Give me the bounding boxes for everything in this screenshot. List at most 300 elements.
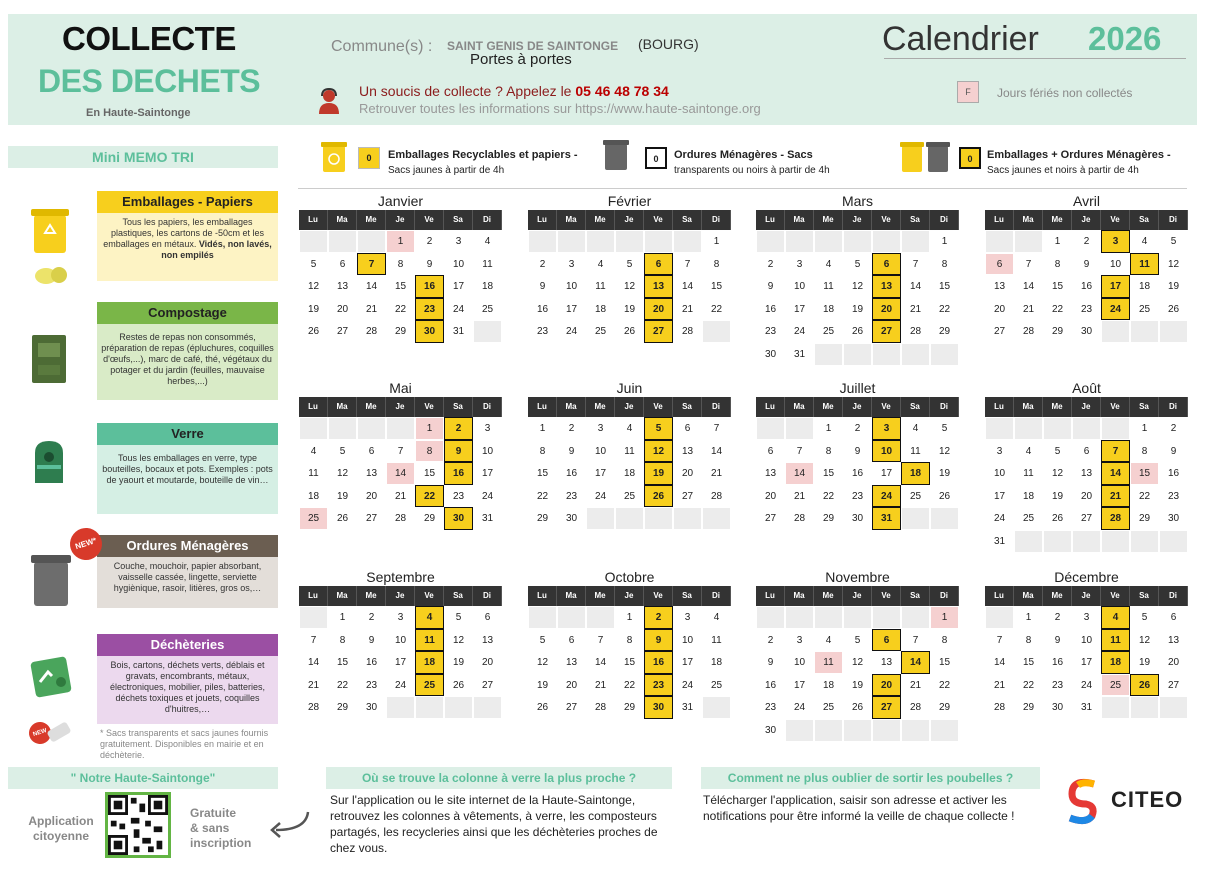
day-cell: 7 bbox=[901, 629, 930, 652]
day-cell: 25 bbox=[1014, 507, 1043, 530]
day-cell: 15 bbox=[528, 462, 557, 485]
day-cell: 25 bbox=[586, 320, 615, 343]
day-cell: 13 bbox=[756, 462, 785, 485]
collection-day: 16 bbox=[415, 275, 444, 298]
empty-cell bbox=[673, 507, 702, 530]
month-10 bbox=[756, 569, 959, 742]
day-cell: 17 bbox=[1072, 651, 1101, 674]
weekday-header: Lu bbox=[756, 397, 785, 417]
day-cell: 2 bbox=[756, 253, 785, 276]
empty-cell bbox=[299, 230, 328, 253]
day-cell: 2 bbox=[528, 253, 557, 276]
empty-cell bbox=[843, 719, 872, 742]
empty-cell bbox=[528, 606, 557, 629]
day-cell: 12 bbox=[444, 629, 473, 652]
day-cell: 28 bbox=[901, 696, 930, 719]
website-line[interactable]: Retrouver toutes les informations sur https://www.haute-saintonge.org bbox=[359, 101, 761, 116]
day-cell: 25 bbox=[702, 674, 731, 697]
day-cell: 3 bbox=[1072, 606, 1101, 629]
collection-day: 27 bbox=[872, 320, 901, 343]
weekday-header: Di bbox=[930, 210, 959, 230]
empty-cell bbox=[1130, 530, 1159, 553]
empty-cell bbox=[901, 343, 930, 366]
calendar-title: Calendrier bbox=[882, 20, 1039, 58]
day-cell: 7 bbox=[586, 629, 615, 652]
new-badge-small: NEW bbox=[26, 719, 54, 747]
day-cell: 15 bbox=[1043, 275, 1072, 298]
day-cell: 23 bbox=[528, 320, 557, 343]
collection-day: 16 bbox=[444, 462, 473, 485]
day-cell: 15 bbox=[328, 651, 357, 674]
cat-emballages-body: Tous les papiers, les emballages plastiques, les cartons de -50cm et les emballages en métaux. Vidés, non lavés, non empilés bbox=[97, 213, 278, 281]
day-cell: 1 bbox=[930, 230, 959, 253]
collection-day: 31 bbox=[872, 507, 901, 530]
empty-cell bbox=[872, 719, 901, 742]
day-cell: 24 bbox=[1072, 674, 1101, 697]
day-cell: 30 bbox=[843, 507, 872, 530]
empty-cell bbox=[872, 606, 901, 629]
day-cell: 7 bbox=[1014, 253, 1043, 276]
cat-compost-body: Restes de repas non consommés, préparation de repas (épluchures, coquilles d'œufs,...), marc de café, thé, végétaux du potager et du jardin (feuilles, mauvaise herbes,...) bbox=[97, 324, 278, 400]
day-cell: 3 bbox=[985, 440, 1014, 463]
day-cell: 28 bbox=[586, 696, 615, 719]
day-cell: 18 bbox=[299, 485, 328, 508]
holiday-day: 15 bbox=[1130, 462, 1159, 485]
empty-cell bbox=[1014, 530, 1043, 553]
day-cell: 19 bbox=[328, 485, 357, 508]
recyclables-legend-box: 0 bbox=[358, 147, 380, 169]
day-cell: 23 bbox=[843, 485, 872, 508]
empty-cell bbox=[644, 230, 673, 253]
day-cell: 1 bbox=[814, 417, 843, 440]
weekday-header: Ma bbox=[785, 210, 814, 230]
day-cell: 20 bbox=[1072, 485, 1101, 508]
collection-day: 24 bbox=[872, 485, 901, 508]
support-agent-icon bbox=[317, 88, 341, 114]
day-cell: 19 bbox=[299, 298, 328, 321]
month-5 bbox=[528, 380, 731, 530]
day-cell: 8 bbox=[814, 440, 843, 463]
grey-bin-icon bbox=[603, 138, 629, 172]
day-cell: 23 bbox=[756, 696, 785, 719]
day-cell: 19 bbox=[843, 674, 872, 697]
collection-day: 27 bbox=[644, 320, 673, 343]
collection-day: 18 bbox=[1101, 651, 1130, 674]
holiday-legend-label: Jours fériés non collectés bbox=[997, 86, 1133, 100]
weekday-header: Di bbox=[930, 397, 959, 417]
day-cell: 16 bbox=[1072, 275, 1101, 298]
cat-ordures-head: Ordures Ménagères bbox=[97, 535, 278, 557]
collection-day: 20 bbox=[872, 298, 901, 321]
day-cell: 3 bbox=[785, 253, 814, 276]
empty-cell bbox=[1072, 530, 1101, 553]
day-cell: 27 bbox=[1072, 507, 1101, 530]
empty-cell bbox=[785, 230, 814, 253]
day-cell: 22 bbox=[386, 298, 415, 321]
weekday-header: Di bbox=[702, 586, 731, 606]
day-cell: 26 bbox=[1159, 298, 1188, 321]
cat-ordures-body: Couche, mouchoir, papier absorbant, vaisselle cassée, lingette, serviette hygiènique, rasoir, litières, gros os,… bbox=[97, 557, 278, 608]
month-7 bbox=[985, 380, 1188, 553]
day-cell: 1 bbox=[1043, 230, 1072, 253]
day-cell: 30 bbox=[357, 696, 386, 719]
glass-question-title: Où se trouve la colonne à verre la plus proche ? bbox=[326, 767, 672, 789]
day-cell: 28 bbox=[673, 320, 702, 343]
day-cell: 22 bbox=[930, 674, 959, 697]
weekday-header: Me bbox=[1043, 586, 1072, 606]
day-cell: 9 bbox=[843, 440, 872, 463]
weekday-header: Sa bbox=[673, 586, 702, 606]
holiday-day: 1 bbox=[415, 417, 444, 440]
empty-cell bbox=[415, 696, 444, 719]
day-cell: 1 bbox=[615, 606, 644, 629]
empty-cell bbox=[444, 696, 473, 719]
day-cell: 7 bbox=[901, 253, 930, 276]
cat-verre-body: Tous les emballages en verre, type bouteilles, bocaux et pots. Exemples : pots de yaourt et moutarde, bouteille de vin… bbox=[97, 445, 278, 514]
day-cell: 11 bbox=[901, 440, 930, 463]
day-cell: 14 bbox=[702, 440, 731, 463]
day-cell: 10 bbox=[985, 462, 1014, 485]
empty-cell bbox=[756, 417, 785, 440]
day-cell: 28 bbox=[386, 507, 415, 530]
collection-day: 18 bbox=[415, 651, 444, 674]
day-cell: 14 bbox=[985, 651, 1014, 674]
empty-cell bbox=[785, 606, 814, 629]
collection-day: 11 bbox=[415, 629, 444, 652]
weekday-header: Lu bbox=[756, 210, 785, 230]
day-cell: 7 bbox=[785, 440, 814, 463]
day-cell: 14 bbox=[673, 275, 702, 298]
day-cell: 20 bbox=[328, 298, 357, 321]
recycling-bin-icon bbox=[28, 207, 72, 255]
month-grid bbox=[985, 210, 1188, 343]
day-cell: 7 bbox=[299, 629, 328, 652]
weekday-header: Lu bbox=[756, 586, 785, 606]
collection-day: 9 bbox=[644, 629, 673, 652]
empty-cell bbox=[785, 719, 814, 742]
day-cell: 28 bbox=[702, 485, 731, 508]
day-cell: 21 bbox=[702, 462, 731, 485]
day-cell: 5 bbox=[843, 629, 872, 652]
empty-cell bbox=[872, 230, 901, 253]
day-cell: 9 bbox=[1159, 440, 1188, 463]
day-cell: 26 bbox=[1043, 507, 1072, 530]
weekday-header: Ma bbox=[1014, 586, 1043, 606]
day-cell: 21 bbox=[901, 674, 930, 697]
weekday-header: Me bbox=[357, 397, 386, 417]
memo-title: Mini MEMO TRI bbox=[8, 146, 278, 168]
day-cell: 6 bbox=[673, 417, 702, 440]
day-cell: 12 bbox=[1130, 629, 1159, 652]
day-cell: 27 bbox=[357, 507, 386, 530]
empty-cell bbox=[299, 606, 328, 629]
day-cell: 8 bbox=[615, 629, 644, 652]
day-cell: 18 bbox=[473, 275, 502, 298]
day-cell: 21 bbox=[386, 485, 415, 508]
both-bins-icon bbox=[900, 140, 952, 174]
day-cell: 17 bbox=[473, 462, 502, 485]
day-cell: 6 bbox=[328, 253, 357, 276]
day-cell: 12 bbox=[328, 462, 357, 485]
day-cell: 29 bbox=[814, 507, 843, 530]
collection-day: 22 bbox=[415, 485, 444, 508]
holiday-day: 6 bbox=[985, 253, 1014, 276]
empty-cell bbox=[615, 230, 644, 253]
day-cell: 23 bbox=[444, 485, 473, 508]
day-cell: 8 bbox=[702, 253, 731, 276]
weekday-header: Ma bbox=[1014, 210, 1043, 230]
qr-code-icon[interactable] bbox=[105, 792, 171, 858]
day-cell: 19 bbox=[843, 298, 872, 321]
collection-day: 3 bbox=[872, 417, 901, 440]
weekday-header: Ma bbox=[328, 210, 357, 230]
day-cell: 11 bbox=[586, 275, 615, 298]
day-cell: 12 bbox=[528, 651, 557, 674]
day-cell: 4 bbox=[615, 417, 644, 440]
day-cell: 28 bbox=[985, 696, 1014, 719]
day-cell: 6 bbox=[473, 606, 502, 629]
weekday-header: Di bbox=[1159, 210, 1188, 230]
day-cell: 28 bbox=[901, 320, 930, 343]
empty-cell bbox=[702, 696, 731, 719]
empty-cell bbox=[1101, 417, 1130, 440]
day-cell: 10 bbox=[785, 651, 814, 674]
new-badge: NEW* bbox=[66, 524, 106, 564]
reminder-text: Télécharger l'application, saisir son adresse et activer les notifications pour être informé la veille de chaque collecte ! bbox=[703, 793, 1015, 823]
weekday-header: Lu bbox=[299, 210, 328, 230]
day-cell: 4 bbox=[702, 606, 731, 629]
day-cell: 9 bbox=[1043, 629, 1072, 652]
yellow-bin-icon bbox=[321, 140, 347, 174]
day-cell: 4 bbox=[901, 417, 930, 440]
day-cell: 12 bbox=[843, 651, 872, 674]
household-legend-box: 0 bbox=[645, 147, 667, 169]
day-cell: 22 bbox=[702, 298, 731, 321]
weekday-header: Ve bbox=[1101, 210, 1130, 230]
day-cell: 16 bbox=[528, 298, 557, 321]
day-cell: 13 bbox=[557, 651, 586, 674]
empty-cell bbox=[299, 417, 328, 440]
empty-cell bbox=[1072, 417, 1101, 440]
weekday-header: Sa bbox=[673, 210, 702, 230]
weekday-header: Lu bbox=[528, 397, 557, 417]
day-cell: 31 bbox=[673, 696, 702, 719]
recyclables-legend: Emballages Recyclables et papiers - Sacs jaunes à partir de 4h bbox=[388, 149, 578, 176]
day-cell: 28 bbox=[357, 320, 386, 343]
collection-day: 11 bbox=[1101, 629, 1130, 652]
day-cell: 22 bbox=[328, 674, 357, 697]
day-cell: 3 bbox=[673, 606, 702, 629]
month-0 bbox=[299, 193, 502, 343]
day-cell: 2 bbox=[1072, 230, 1101, 253]
day-cell: 2 bbox=[557, 417, 586, 440]
day-cell: 6 bbox=[557, 629, 586, 652]
month-grid bbox=[299, 210, 502, 343]
day-cell: 25 bbox=[814, 696, 843, 719]
empty-cell bbox=[814, 343, 843, 366]
day-cell: 15 bbox=[615, 651, 644, 674]
empty-cell bbox=[586, 230, 615, 253]
day-cell: 27 bbox=[328, 320, 357, 343]
empty-cell bbox=[557, 230, 586, 253]
day-cell: 15 bbox=[415, 462, 444, 485]
month-2 bbox=[756, 193, 959, 366]
cat-compost-head: Compostage bbox=[97, 302, 278, 324]
collection-day: 7 bbox=[1101, 440, 1130, 463]
month-6 bbox=[756, 380, 959, 530]
day-cell: 14 bbox=[901, 275, 930, 298]
day-cell: 25 bbox=[473, 298, 502, 321]
day-cell: 30 bbox=[1159, 507, 1188, 530]
day-cell: 12 bbox=[843, 275, 872, 298]
collection-day: 7 bbox=[357, 253, 386, 276]
day-cell: 27 bbox=[756, 507, 785, 530]
day-cell: 28 bbox=[299, 696, 328, 719]
empty-cell bbox=[1101, 530, 1130, 553]
day-cell: 21 bbox=[357, 298, 386, 321]
day-cell: 24 bbox=[985, 507, 1014, 530]
day-cell: 9 bbox=[357, 629, 386, 652]
month-grid bbox=[985, 586, 1188, 719]
notre-haute-saintonge-title: " Notre Haute-Saintonge" bbox=[8, 767, 278, 789]
haute-saintonge-logo bbox=[1062, 768, 1104, 830]
day-cell: 18 bbox=[814, 298, 843, 321]
day-cell: 29 bbox=[1043, 320, 1072, 343]
holiday-legend-box: F bbox=[957, 81, 979, 103]
weekday-header: Ve bbox=[1101, 586, 1130, 606]
day-cell: 2 bbox=[1043, 606, 1072, 629]
day-cell: 5 bbox=[1130, 606, 1159, 629]
day-cell: 2 bbox=[357, 606, 386, 629]
day-cell: 13 bbox=[673, 440, 702, 463]
cat-verre-head: Verre bbox=[97, 423, 278, 445]
free-label: Gratuite & sans inscription bbox=[190, 806, 252, 850]
empty-cell bbox=[357, 230, 386, 253]
day-cell: 26 bbox=[328, 507, 357, 530]
day-cell: 16 bbox=[756, 298, 785, 321]
empty-cell bbox=[1101, 320, 1130, 343]
day-cell: 11 bbox=[299, 462, 328, 485]
day-cell: 31 bbox=[1072, 696, 1101, 719]
empty-cell bbox=[814, 719, 843, 742]
cat-emballages-head: Emballages - Papiers bbox=[97, 191, 278, 213]
empty-cell bbox=[814, 606, 843, 629]
combined-legend-box: 0 bbox=[959, 147, 981, 169]
weekday-header: Je bbox=[615, 586, 644, 606]
day-cell: 8 bbox=[1130, 440, 1159, 463]
day-cell: 22 bbox=[814, 485, 843, 508]
weekday-header: Me bbox=[814, 210, 843, 230]
day-cell: 16 bbox=[843, 462, 872, 485]
day-cell: 1 bbox=[328, 606, 357, 629]
weekday-header: Ve bbox=[1101, 397, 1130, 417]
day-cell: 13 bbox=[872, 651, 901, 674]
day-cell: 23 bbox=[1043, 674, 1072, 697]
weekday-header: Je bbox=[843, 210, 872, 230]
month-grid bbox=[528, 210, 731, 343]
day-cell: 20 bbox=[756, 485, 785, 508]
reminder-title: Comment ne plus oublier de sortir les poubelles ? bbox=[701, 767, 1040, 789]
support-line: Un soucis de collecte ? Appelez le 05 46 48 78 34 bbox=[359, 83, 669, 99]
day-cell: 26 bbox=[299, 320, 328, 343]
day-cell: 4 bbox=[586, 253, 615, 276]
day-cell: 13 bbox=[357, 462, 386, 485]
day-cell: 15 bbox=[386, 275, 415, 298]
empty-cell bbox=[1014, 417, 1043, 440]
weekday-header: Sa bbox=[901, 397, 930, 417]
month-name: Janvier bbox=[377, 193, 424, 209]
day-cell: 20 bbox=[357, 485, 386, 508]
empty-cell bbox=[586, 606, 615, 629]
empty-cell bbox=[785, 417, 814, 440]
weekday-header: Ve bbox=[415, 210, 444, 230]
day-cell: 26 bbox=[930, 485, 959, 508]
day-cell: 15 bbox=[814, 462, 843, 485]
empty-cell bbox=[901, 507, 930, 530]
weekday-header: Sa bbox=[444, 586, 473, 606]
collection-day: 30 bbox=[415, 320, 444, 343]
day-cell: 21 bbox=[586, 674, 615, 697]
day-cell: 7 bbox=[985, 629, 1014, 652]
weekday-header: Di bbox=[930, 586, 959, 606]
day-cell: 5 bbox=[1043, 440, 1072, 463]
holiday-day: 1 bbox=[930, 606, 959, 629]
day-cell: 26 bbox=[843, 320, 872, 343]
month-4 bbox=[299, 380, 502, 530]
day-cell: 9 bbox=[1072, 253, 1101, 276]
day-cell: 27 bbox=[1159, 674, 1188, 697]
weekday-header: Je bbox=[615, 210, 644, 230]
day-cell: 24 bbox=[673, 674, 702, 697]
day-cell: 12 bbox=[1159, 253, 1188, 276]
day-cell: 18 bbox=[1014, 485, 1043, 508]
support-phone[interactable]: 05 46 48 78 34 bbox=[575, 83, 669, 99]
day-cell: 22 bbox=[528, 485, 557, 508]
empty-cell bbox=[843, 343, 872, 366]
weekday-header: Lu bbox=[985, 210, 1014, 230]
collection-day: 27 bbox=[872, 696, 901, 719]
day-cell: 5 bbox=[328, 440, 357, 463]
day-cell: 10 bbox=[386, 629, 415, 652]
day-cell: 5 bbox=[528, 629, 557, 652]
day-cell: 5 bbox=[615, 253, 644, 276]
day-cell: 29 bbox=[528, 507, 557, 530]
memo-footnote: * Sacs transparents et sacs jaunes fournis gratuitement. Disponibles en mairie et en déchèterie. bbox=[100, 728, 269, 760]
day-cell: 12 bbox=[299, 275, 328, 298]
day-cell: 29 bbox=[1014, 696, 1043, 719]
month-name: Septembre bbox=[366, 569, 435, 585]
collection-day: 6 bbox=[872, 629, 901, 652]
glass-question-text: Sur l'application ou le site internet de la Haute-Saintonge, retrouvez les colonnes à vêtements, à verre, les composteurs partagés, les recycleries ainsi que les déchèteries proches de chez vous. bbox=[330, 793, 658, 855]
day-cell: 4 bbox=[814, 253, 843, 276]
day-cell: 11 bbox=[1014, 462, 1043, 485]
weekday-header: Me bbox=[814, 586, 843, 606]
cat-decheteries-head: Déchèteries bbox=[97, 634, 278, 656]
day-cell: 14 bbox=[586, 651, 615, 674]
weekday-header: Me bbox=[1043, 397, 1072, 417]
empty-cell bbox=[1130, 696, 1159, 719]
collection-day: 13 bbox=[644, 275, 673, 298]
month-8 bbox=[299, 569, 502, 719]
household-bin-icon bbox=[30, 552, 72, 608]
title-divider bbox=[884, 58, 1186, 59]
day-cell: 21 bbox=[785, 485, 814, 508]
glass-container-icon bbox=[31, 437, 67, 485]
day-cell: 3 bbox=[473, 417, 502, 440]
day-cell: 19 bbox=[1043, 485, 1072, 508]
day-cell: 6 bbox=[1072, 440, 1101, 463]
weekday-header: Sa bbox=[1130, 397, 1159, 417]
